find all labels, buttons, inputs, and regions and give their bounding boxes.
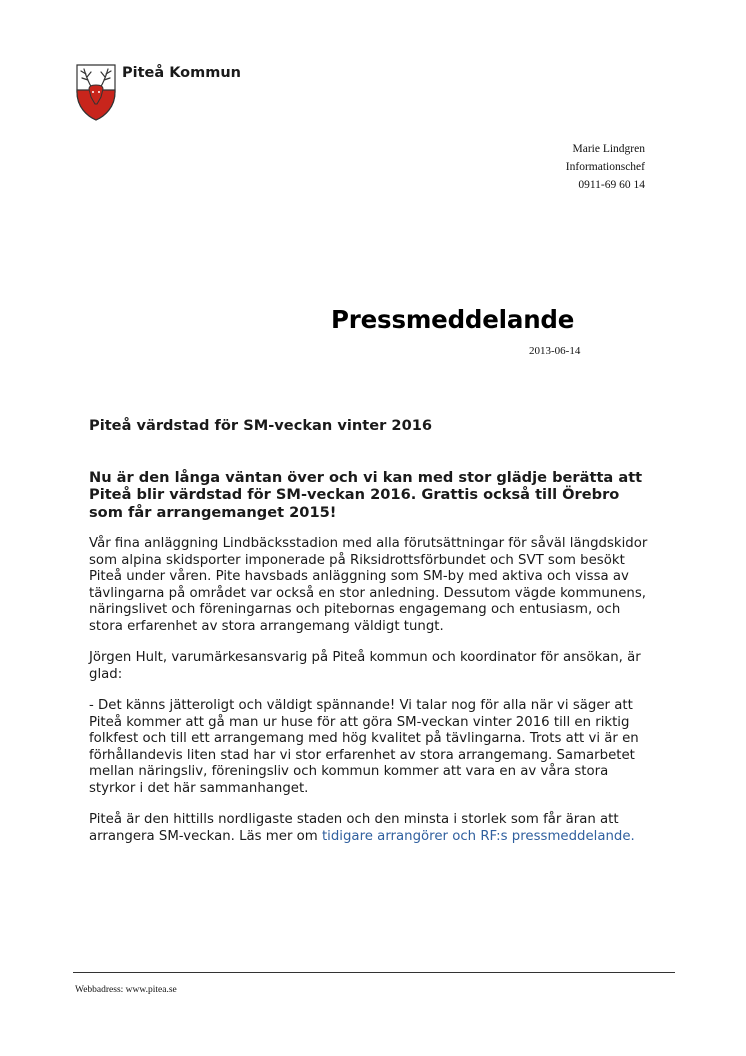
press-lead: Nu är den långa väntan över och vi kan med stor glädje berätta att Piteå blir värdstad för SM-veckan 2016. Grattis också till Örebro som får arrangemanget 2015! [89,468,643,521]
footer-divider [73,972,675,973]
paragraph-4 [89,812,649,845]
press-headline: Piteå värdstad för SM-veckan vinter 2016 [89,417,433,434]
contact-block [566,140,645,194]
paragraph-3: - Det känns jätteroligt och väldigt spännande! Vi talar nog för alla när vi säger att Piteå kommer att gå man ur huse för att göra SM-veckan vinter 2016 till en riktig folkfest och till ett arrangemang med hög kvalitet på tävlingarna. Trots att vi är en förhållandevis liten stad har vi stor erfarenhet av stora arrangemang. Samarbetet mellan näringsliv, föreningsliv och kommun kommer att vara en av våra stora styrkor i det här sammanhanget. [89,698,639,796]
paragraph-1: Vår fina anläggning Lindbäcksstadion med alla förutsättningar för såväl längdskidor som alpina skidsporter imponerade på Riksidrottsförbundet och SVT som besökt Piteå under våren. Pite havsbads anläggning som SM-by med aktiva och vissa av tävlingarna på området var också en stor anledning. Dessutom vägde kommunens, näringslivet och föreningarnas och pitebornas engagemang och entusiasm, och stora erfarenhet av stora arrangemang väldigt tungt. [89,536,648,634]
organization-name: Piteå Kommun [122,65,242,81]
coat-of-arms-icon [74,62,118,122]
contact-phone: 0911-69 60 14 [578,179,645,191]
contact-name: Marie Lindgren [572,143,645,155]
document-date: 2013-06-14 [529,345,581,357]
document-title: Pressmeddelande [331,305,575,334]
paragraph-2: Jörgen Hult, varumärkesansvarig på Piteå kommun och koordinator för ansökan, är glad: [89,650,641,682]
organization-logo [74,62,244,124]
footer-web-address: Webbadress: www.pitea.se [75,985,177,995]
rf-press-release-link[interactable]: tidigare arrangörer och RF:s pressmeddelande. [321,828,635,844]
contact-role: Informationschef [565,161,645,173]
press-release-body [89,418,649,845]
paragraph-4-text: Piteå är den hittills nordligaste staden och den minsta i storlek som får äran att arrangera SM-veckan. Läs mer om [89,812,619,844]
